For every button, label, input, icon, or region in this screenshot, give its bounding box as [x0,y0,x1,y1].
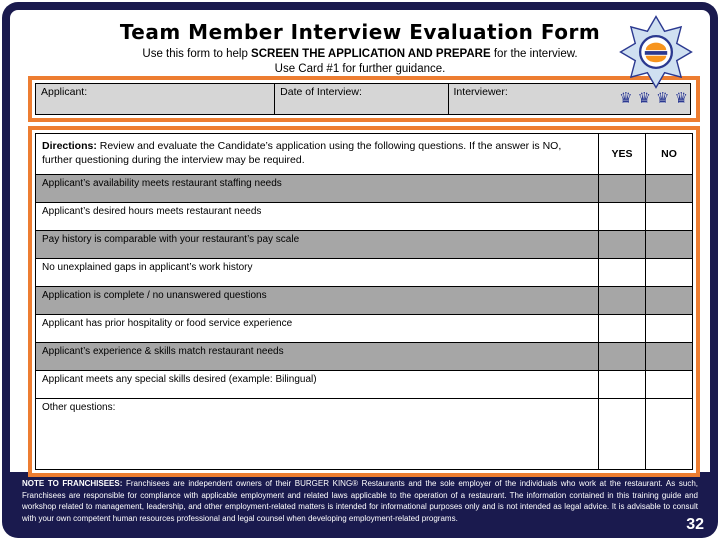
no-column-header: NO [645,133,693,175]
directions-text: Review and evaluate the Candidate’s application using the following questions. If the answer is NO, further questioning during the interview may be required. [42,140,562,166]
applicant-field[interactable] [35,83,275,115]
yes-column-header: YES [598,133,646,175]
table-row [35,174,693,203]
yes-cell[interactable] [598,370,646,399]
franchisee-note-text: Franchisees are independent owners of their BURGER KING® Restaurants and the sole employer of the individuals who work at the restaurant. As such, Franchisees are responsible for compliance with applicable employment and related laws applicable to the operation of a restaurant. The information contained in this training guide and workshop related to management, leadership, and other employment-related matters is intended for informational purposes only and is not intended as legal advice. It is advisable to consult with your own competent human resources professional and legal counsel when developing employment-related programs. [22,479,698,523]
question-text: Applicant meets any special skills desired (example: Bilingual) [35,370,599,399]
yes-cell[interactable] [598,314,646,343]
subtitle-post: for the interview. [490,48,578,60]
no-cell[interactable] [645,314,693,343]
crown-icon: ♛ [637,90,656,107]
bk-star-icon [614,14,698,90]
no-cell[interactable] [645,342,693,371]
table-row [35,202,693,231]
yes-cell[interactable] [598,230,646,259]
burger-king-logo [610,14,702,106]
crown-icon: ♛ [619,90,638,107]
crowns-row [610,91,702,106]
table-row [35,230,693,259]
evaluation-table-box [28,126,700,477]
table-row [35,342,693,371]
no-cell[interactable] [645,230,693,259]
bk-wordmark-band [645,51,667,55]
date-of-interview-field[interactable] [274,83,448,115]
slide-frame [2,2,718,538]
table-row [35,398,693,470]
question-text: Applicant’s availability meets restaurant staffing needs [35,174,599,203]
question-text: Applicant has prior hospitality or food service experience [35,314,599,343]
table-row [35,286,693,315]
yes-cell[interactable] [598,258,646,287]
no-cell[interactable] [645,202,693,231]
yes-cell[interactable] [598,202,646,231]
page-title: Team Member Interview Evaluation Form [119,20,601,44]
yes-cell[interactable] [598,398,646,470]
crown-icon: ♛ [674,90,693,107]
no-cell[interactable] [645,286,693,315]
table-row [35,370,693,399]
no-cell[interactable] [645,174,693,203]
question-text: Application is complete / no unanswered questions [35,286,599,315]
franchisee-note-label: NOTE TO FRANCHISEES: [22,479,123,488]
subtitle-pre: Use this form to help [142,48,252,60]
table-row [35,314,693,343]
date-of-interview-label: Date of Interview: [280,86,362,98]
no-cell[interactable] [645,370,693,399]
question-text: Pay history is comparable with your restaurant’s pay scale [35,230,599,259]
question-text: No unexplained gaps in applicant’s work history [35,258,599,287]
subtitle-line2: Use Card #1 for further guidance. [274,63,446,75]
yes-cell[interactable] [598,342,646,371]
no-cell[interactable] [645,398,693,470]
yes-cell[interactable] [598,174,646,203]
slide-content [10,10,710,472]
directions-cell [35,133,599,175]
subtitle-bold: SCREEN THE APPLICATION AND PREPARE [251,48,491,60]
applicant-info-row [35,83,693,115]
applicant-label: Applicant: [41,86,88,98]
question-text: Other questions: [35,398,599,470]
page-number: 32 [686,516,704,533]
directions-label: Directions: [42,140,97,153]
interviewer-label: Interviewer: [453,86,508,98]
no-cell[interactable] [645,258,693,287]
subtitle-line1 [10,48,710,60]
question-text: Applicant’s desired hours meets restaurant needs [35,202,599,231]
question-text: Applicant’s experience & skills match restaurant needs [35,342,599,371]
yes-cell[interactable] [598,286,646,315]
franchisee-note [22,478,698,524]
applicant-info-box [28,76,700,122]
table-header-row [35,133,693,175]
table-row [35,258,693,287]
crown-icon: ♛ [656,90,675,107]
